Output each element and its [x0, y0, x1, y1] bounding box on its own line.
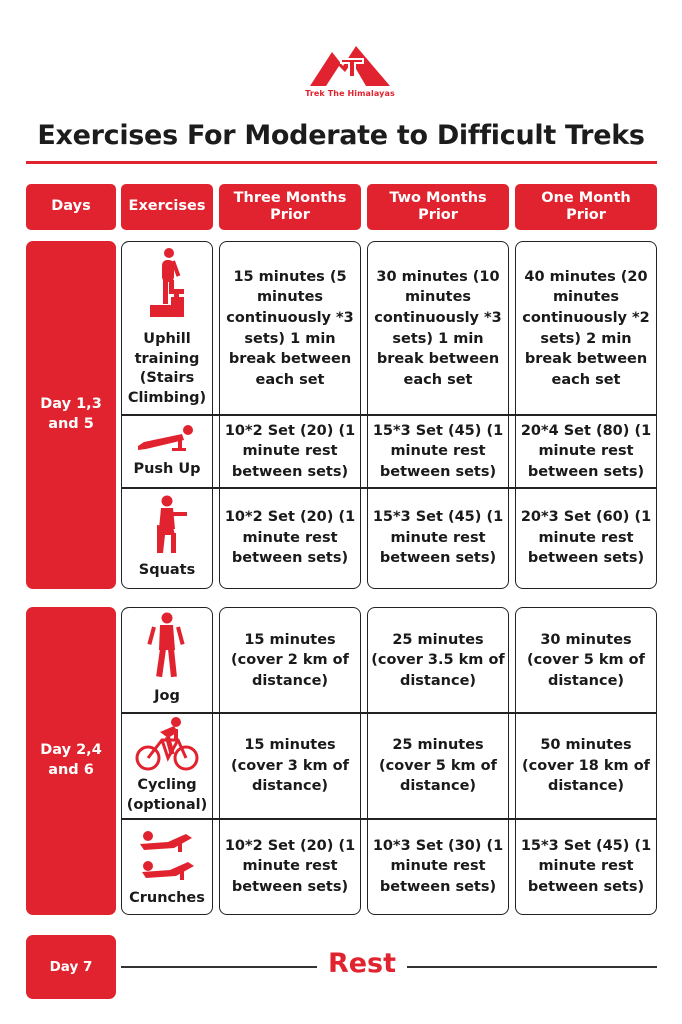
cell-two-months: 30 minutes (10 minutes continuously *3 sets) 1 min break between each set [374, 268, 502, 388]
cell-two-months: 25 minutes (cover 5 km of distance) [379, 737, 497, 795]
rest-line-right [407, 966, 657, 968]
jog-icon [121, 612, 213, 682]
brand-name: Trek The Himalayas [305, 89, 395, 98]
stair-climb-icon [121, 247, 213, 319]
cell-three-months: 15 minutes (cover 2 km of distance) [231, 631, 349, 689]
brand-logo [300, 42, 400, 104]
rest-label: Rest [327, 948, 397, 979]
day-label-group1: Day 1,3 and 5 [26, 241, 116, 589]
page-title: Exercises For Moderate to Difficult Treks [37, 120, 645, 151]
cell-one-month: 30 minutes (cover 5 km of distance) [527, 631, 645, 689]
cell-two-months: 15*3 Set (45) (1 minute rest between sets) [372, 422, 504, 480]
cell-one-month: 20*4 Set (80) (1 minute rest between sets) [520, 422, 652, 480]
squat-icon [121, 495, 213, 557]
cell-one-month: 20*3 Set (60) (1 minute rest between sets) [520, 509, 652, 567]
cell-three-months: 15 minutes (cover 3 km of distance) [231, 737, 349, 795]
cycling-icon [121, 716, 213, 772]
cell-two-months: 25 minutes (cover 3.5 km of distance) [371, 631, 505, 689]
cell-one-month: 15*3 Set (45) (1 minute rest between sets) [520, 837, 652, 895]
title-divider [26, 161, 657, 164]
cell-one-month: 40 minutes (20 minutes continuously *2 sets) 2 min break between each set [522, 268, 650, 388]
cell-two-months: 10*3 Set (30) (1 minute rest between sets) [372, 837, 504, 895]
header-days: Days [26, 184, 116, 230]
cell-three-months: 10*2 Set (20) (1 minute rest between sets) [224, 837, 356, 895]
cell-two-months: 15*3 Set (45) (1 minute rest between sets) [372, 509, 504, 567]
exercise-push-up: Push Up [133, 461, 201, 477]
exercise-uphill-training: Uphill training (Stairs Climbing) [127, 331, 207, 406]
crunches-icon [121, 826, 213, 886]
header-one-month: One Month Prior [515, 184, 657, 230]
day-label-day7: Day 7 [26, 935, 116, 999]
rest-line-left [121, 966, 317, 968]
header-exercises: Exercises [121, 184, 213, 230]
exercise-crunches: Crunches [129, 890, 205, 906]
exercise-squats: Squats [138, 562, 196, 578]
cell-one-month: 50 minutes (cover 18 km of distance) [522, 737, 650, 795]
mountain-logo-icon [304, 42, 396, 88]
exercise-cycling: Cycling (optional) [126, 777, 208, 813]
exercise-jog: Jog [154, 688, 180, 704]
pushup-icon [121, 422, 213, 454]
header-two-months: Two Months Prior [367, 184, 509, 230]
cell-three-months: 10*2 Set (20) (1 minute rest between sets) [224, 422, 356, 480]
day-label-group2: Day 2,4 and 6 [26, 607, 116, 915]
cell-three-months: 15 minutes (5 minutes continuously *3 sets) 1 min break between each set [226, 268, 354, 388]
cell-three-months: 10*2 Set (20) (1 minute rest between sets) [224, 509, 356, 567]
header-three-months: Three Months Prior [219, 184, 361, 230]
